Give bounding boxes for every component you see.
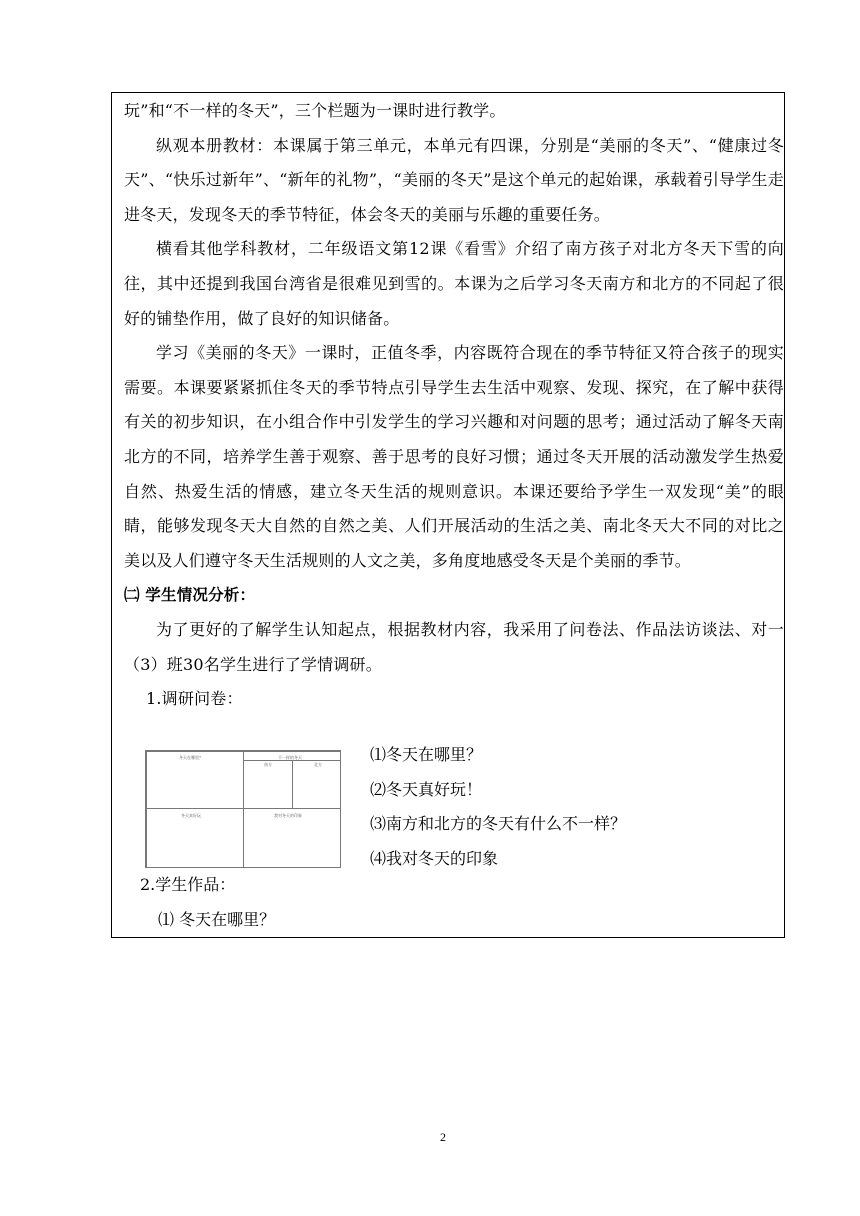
survey-cell-2-header-line <box>244 760 340 761</box>
survey-question-4: ⑷我对冬天的印象 <box>370 848 499 868</box>
survey-cell-4-label: 我对冬天的印象 <box>274 813 302 818</box>
paragraph-lesson-goals: 学习《美丽的冬天》一课时，正值冬季，内容既符合现在的季节特征又符合孩子的现实需要。本课要紧紧抓住冬天的季节特点引导学生去生活中观察、发现、探究，在了解中获得有关的初步知识，在小组合作中引发学生的学习兴趣和对问题的思考；通过活动了解冬天南北方的不同，培养学生善于观察、善于思考的良好习惯；通过冬天开展的活动激发学生热爱自然、热爱生活的情感，建立冬天生活的规则意识。本课还要给予学生一双发现“美”的眼睛，能够发现冬天大自然的自然之美、人们开展活动的生活之美、南北冬天大不同的对比之美以及人们遵守冬天生活规则的人文之美，多角度地感受冬天是个美丽的季节。 <box>124 343 784 570</box>
survey-cell-2 <box>243 751 341 809</box>
survey-cell-3 <box>146 808 244 868</box>
paragraph-textbook-overview: 纵观本册教材：本课属于第三单元，本单元有四课，分别是“美丽的冬天”、“健康过冬天”、“快乐过新年”、“新年的礼物”，“美丽的冬天”是这个单元的起始课，承载着引导学生走进冬天，发现冬天的季节特征，体会冬天的美丽与乐趣的重要任务。 <box>124 135 784 224</box>
paragraph-survey-method: 为了更好的了解学生认知起点，根据教材内容，我采用了问卷法、作品法访谈法、对一（3）班30名学生进行了学情调研。 <box>124 619 784 674</box>
survey-cell-3-label: 冬天真好玩 <box>181 813 201 818</box>
page-number: 2 <box>440 1130 446 1144</box>
survey-label: 1.调研问卷： <box>146 689 243 709</box>
survey-questionnaire-thumbnail <box>145 750 341 868</box>
survey-question-3: ⑶南方和北方的冬天有什么不一样？ <box>370 814 627 834</box>
section-heading-student-analysis: ㈡ 学生情况分析： <box>124 586 256 605</box>
paragraph-continuation: 玩”和“不一样的冬天”，三个栏题为一课时进行教学。 <box>124 101 506 120</box>
paragraph-cross-subject: 横看其他学科教材，二年级语文第12课《看雪》介绍了南方孩子对北方冬天下雪的向往，其中还提到我国台湾省是很难见到雪的。本课为之后学习冬天南方和北方的不同起了很好的铺垫作用，做了良好的知识储备。 <box>124 239 784 328</box>
student-works-label: 2.学生作品： <box>140 875 236 894</box>
student-works-item-1: ⑴ 冬天在哪里？ <box>158 909 276 929</box>
survey-cell-2-divider <box>292 760 293 808</box>
survey-cell-1-label: 冬天在哪里？ <box>179 755 203 760</box>
survey-question-list <box>370 738 750 876</box>
survey-cell-1 <box>146 751 244 809</box>
survey-cell-2b-label: 北方 <box>314 762 322 767</box>
text-block <box>124 94 784 717</box>
survey-question-2: ⑵冬天真好玩！ <box>370 779 483 799</box>
survey-question-1: ⑴冬天在哪里？ <box>370 745 483 764</box>
survey-cell-2-label: 不一样的冬天 <box>278 755 302 760</box>
survey-cell-2a-label: 南方 <box>264 762 272 767</box>
survey-cell-4 <box>243 808 341 868</box>
student-works-section <box>140 868 740 937</box>
